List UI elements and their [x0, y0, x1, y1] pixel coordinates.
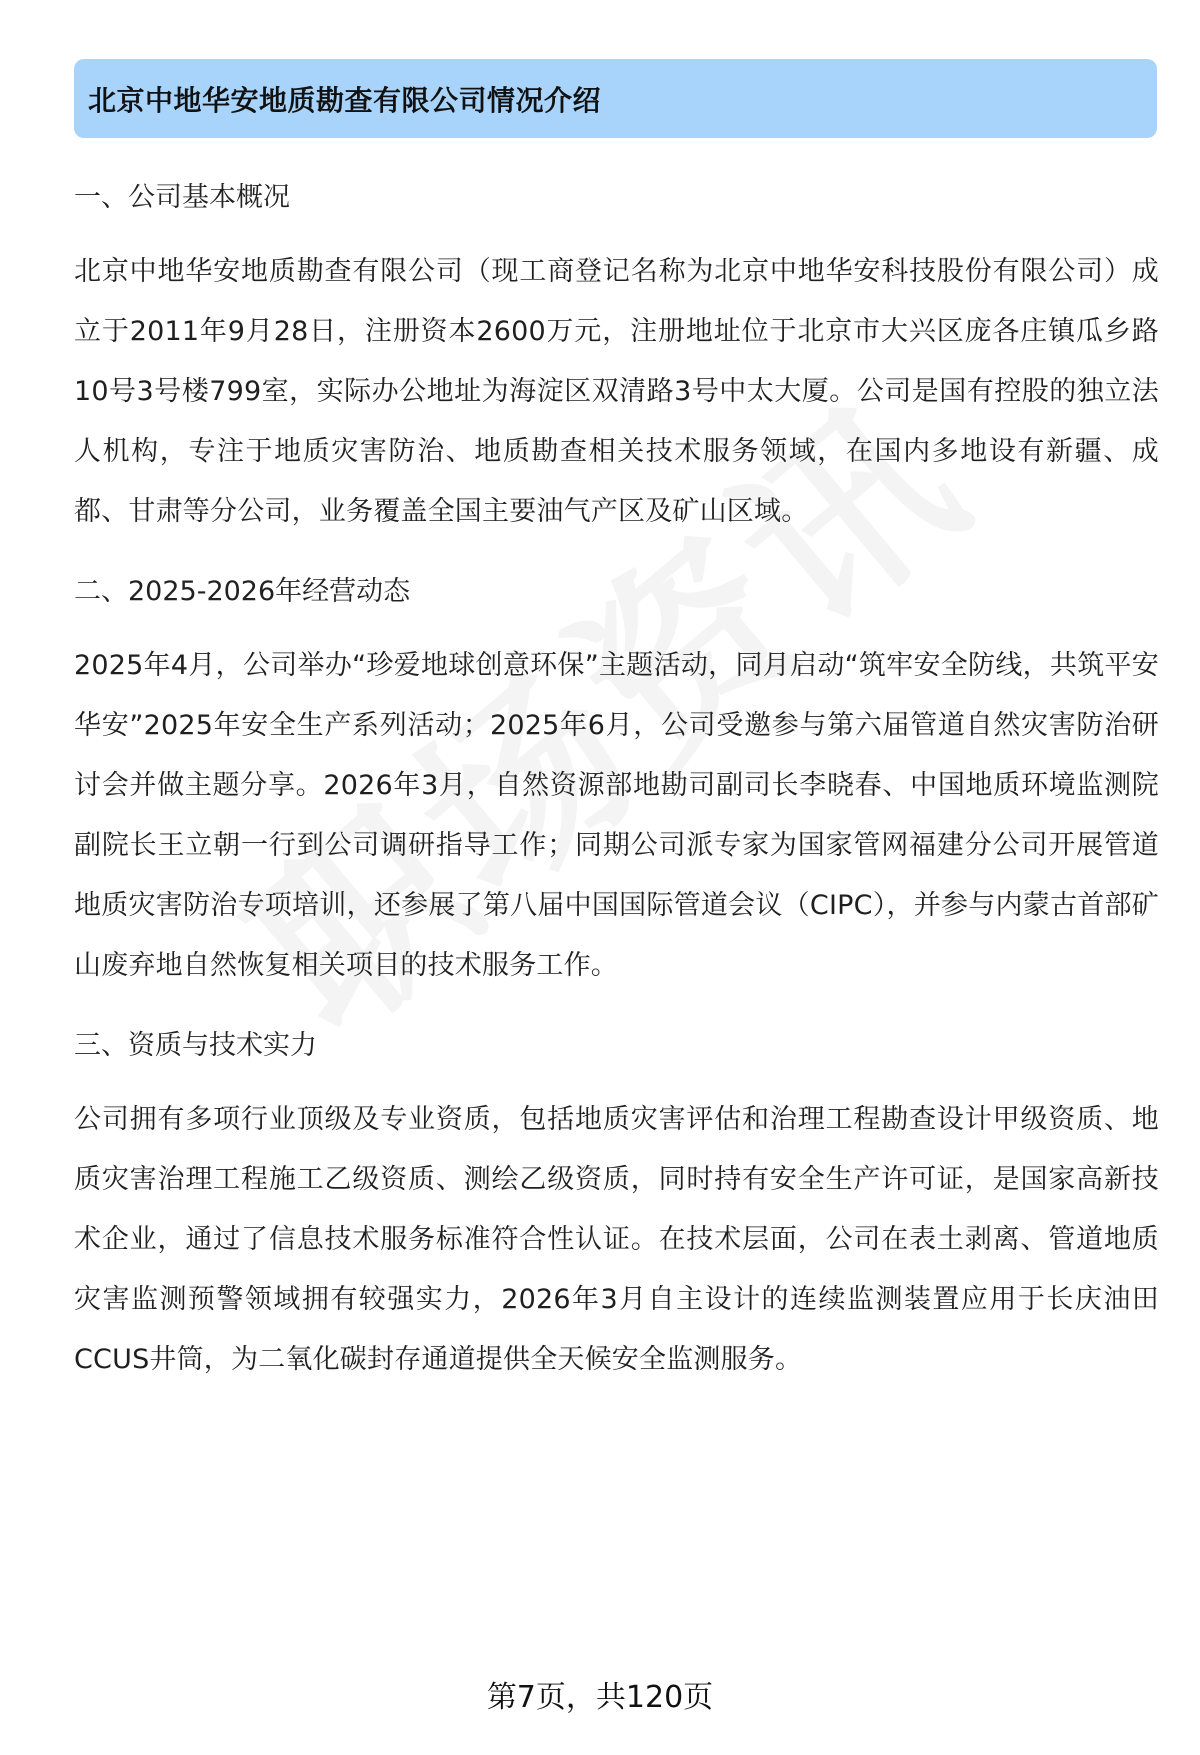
document-body — [74, 168, 1159, 1390]
section-heading-operations: 二、2025-2026年经营动态 — [74, 576, 411, 607]
section-body-operations: 2025年4月，公司举办“珍爱地球创意环保”主题活动，同月启动“筑牢安全防线，共筑平安华安”2025年安全生产系列活动；2025年6月，公司受邀参与第六届管道自然灾害防治研讨会并做主题分享。2026年3月，自然资源部地勘司副司长李晓春、中国地质环境监测院副院长王立朝一行到公司调研指导工作；同期公司派专家为国家管网福建分公司开展管道地质灾害防治专项培训，还参展了第八届中国国际管道会议（CIPC），并参与内蒙古首部矿山废弃地自然恢复相关项目的技术服务工作。 — [74, 650, 1159, 981]
page-number: 第7页，共120页 — [486, 1680, 714, 1715]
section-body-overview: 北京中地华安地质勘查有限公司（现工商登记名称为北京中地华安科技股份有限公司）成立于2011年9月28日，注册资本2600万元，注册地址位于北京市大兴区庞各庄镇瓜乡路10号3号楼799室，实际办公地址为海淀区双清路3号中太大厦。公司是国有控股的独立法人机构，专注于地质灾害防治、地质勘查相关技术服务领域，在国内多地设有新疆、成都、甘肃等分公司，业务覆盖全国主要油气产区及矿山区域。 — [74, 256, 1159, 527]
section-heading-qualifications: 三、资质与技术实力 — [74, 1030, 317, 1061]
page-title: 北京中地华安地质勘查有限公司情况介绍 — [88, 83, 602, 117]
section-body-qualifications: 公司拥有多项行业顶级及专业资质，包括地质灾害评估和治理工程勘查设计甲级资质、地质灾害治理工程施工乙级资质、测绘乙级资质，同时持有安全生产许可证，是国家高新技术企业，通过了信息技术服务标准符合性认证。在技术层面，公司在表土剥离、管道地质灾害监测预警领域拥有较强实力，2026年3月自主设计的连续监测装置应用于长庆油田CCUS井筒，为二氧化碳封存通道提供全天候安全监测服务。 — [74, 1104, 1159, 1375]
title-banner — [74, 59, 1157, 138]
section-heading-overview: 一、公司基本概况 — [74, 182, 290, 213]
